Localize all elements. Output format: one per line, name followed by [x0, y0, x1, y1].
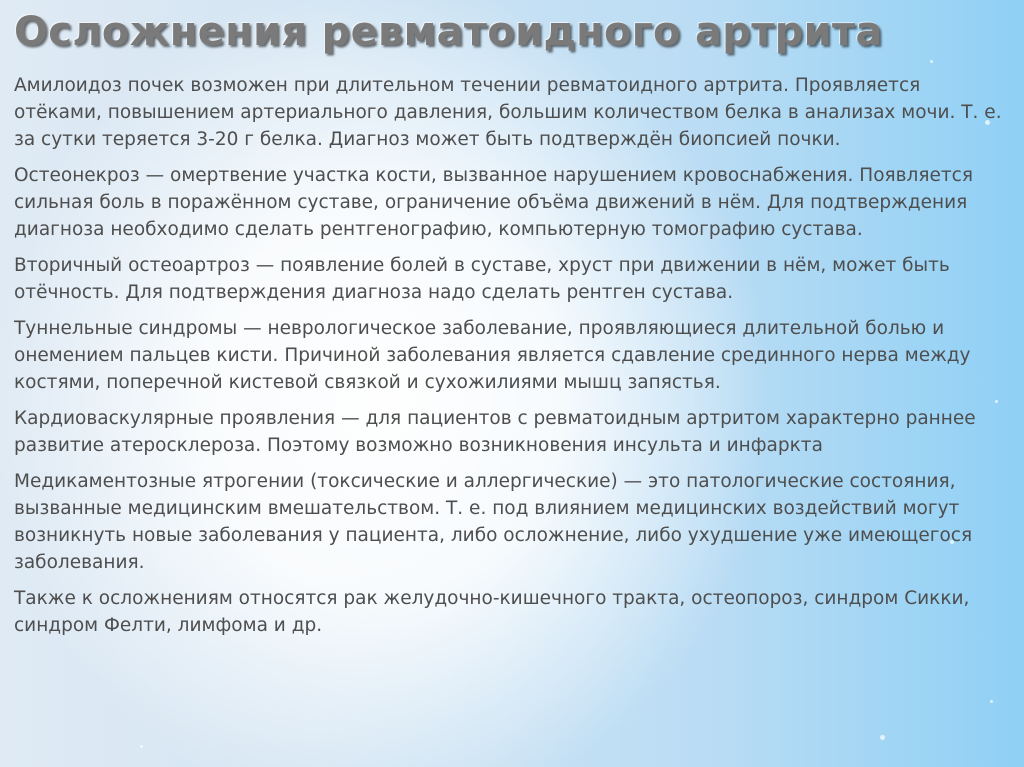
paragraph-amyloidosis: Амилоидоз почек возможен при длительном течении ревматоидного артрита. Проявляется отёками, повышением артериального давления, большим количеством белка в анализах мочи. Т. е. за сутки теряется 3-20 г белка. Диагноз может быть подтверждён биопсией почки.: [14, 75, 1002, 150]
paragraph-iatrogenic: Медикаментозные ятрогении (токсические и аллергические) — это патологические состояния, вызванные медицинским вмешательством. Т. е. под влиянием медицинских воздействий могут возникнуть новые заболевания у пациента, либо осложнение, либо ухудшение уже имеющегося заболевания.: [14, 471, 973, 573]
sparkle-dot: [990, 700, 993, 703]
paragraph-other-complications: Также к осложнениям относятся рак желудочно-кишечного тракта, остеопороз, синдром Сикки, синдром Фелти, лимфома и др.: [14, 588, 970, 636]
paragraph-osteonecrosis: Остеонекроз — омертвение участка кости, вызванное нарушением кровоснабжения. Появляется сильная боль в поражённом суставе, ограничение объёма движений в нём. Для подтверждения диагноза необходимо сделать рентгенографию, компьютерную томографию сустава.: [14, 165, 973, 240]
slide-body: [14, 72, 1004, 648]
paragraph-tunnel-syndromes: Туннельные синдромы — неврологическое заболевание, проявляющиеся длительной болью и онемением пальцев кисти. Причиной заболевания является сдавление срединного нерва между костями, поперечной кистевой связкой и сухожилиями мышц запястья.: [14, 318, 971, 393]
paragraph-osteoarthrosis: Вторичный остеоартроз — появление болей в суставе, хруст при движении в нём, может быть отёчность. Для подтверждения диагноза надо сделать рентген сустава.: [14, 255, 950, 303]
sparkle-dot: [930, 60, 933, 63]
paragraph-cardiovascular: Кардиоваскулярные проявления — для пациентов с ревматоидным артритом характерно раннее развитие атеросклероза. Поэтому возможно возникновения инсульта и инфаркта: [14, 408, 976, 456]
slide-title: Осложнения ревматоидного артрита: [14, 9, 883, 55]
sparkle-dot: [880, 735, 885, 740]
sparkle-dot: [140, 745, 143, 748]
